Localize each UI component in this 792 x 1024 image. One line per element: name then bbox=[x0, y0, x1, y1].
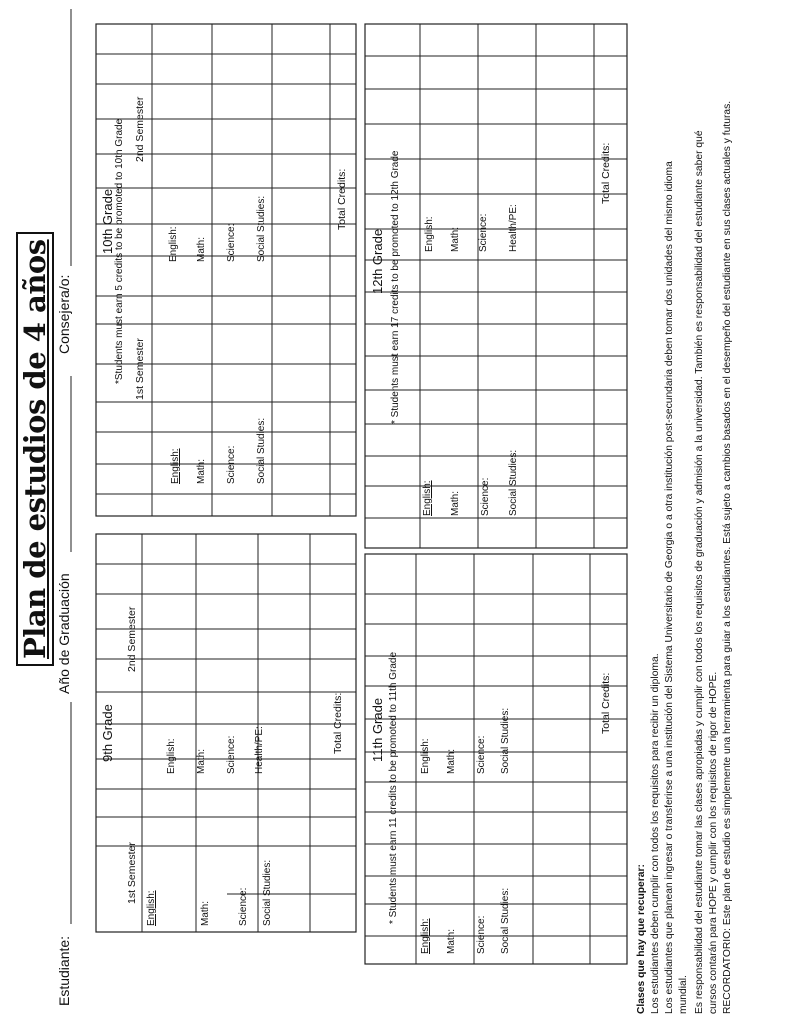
grade-12-social-1: Social Studies: bbox=[508, 449, 519, 516]
grade-9-second-semester: 2nd Semester bbox=[126, 606, 138, 672]
grade-10-science-1: Science: bbox=[226, 445, 237, 484]
grade-9-total-credits: Total Credits: bbox=[332, 692, 344, 754]
grade-9-title: 9th Grade bbox=[100, 704, 115, 762]
grade-10-note: *Students must earn 5 credits to be promoted to 10th Grade bbox=[114, 118, 125, 384]
grade-9-math-2: Math: bbox=[196, 748, 207, 774]
grade-10-social-1: Social Studies: bbox=[256, 417, 267, 484]
grade-12-title: 12th Grade bbox=[370, 228, 385, 294]
grade-10-second-semester: 2nd Semester bbox=[134, 96, 146, 162]
grade-9-science-1: Science: bbox=[238, 887, 249, 926]
grade-9-english-2: English: bbox=[166, 738, 177, 774]
grade-10-title: 10th Grade bbox=[100, 188, 115, 254]
grade-12-english-2: English: bbox=[424, 216, 435, 252]
grade-11-social-1: Social Studies: bbox=[500, 887, 511, 954]
grade-9-english-1: English: bbox=[146, 890, 157, 926]
grade-12-box bbox=[365, 24, 627, 548]
footer-line-1: Los estudiantes deben cumplir con todos los requisitos para recibir un diploma. bbox=[650, 653, 661, 1014]
grade-11-math-1: Math: bbox=[446, 928, 457, 954]
grade-12-science-1: Science: bbox=[480, 477, 491, 516]
grade-12-math-1: Math: bbox=[450, 490, 461, 516]
counselor-label: Consejera/o: bbox=[56, 274, 72, 354]
grade-10-math-1: Math: bbox=[196, 458, 207, 484]
grade-9-first-semester: 1st Semester bbox=[126, 842, 138, 904]
grade-11-social-2: Social Studies: bbox=[500, 707, 511, 774]
grade-9-social-1: Social Studies: bbox=[262, 859, 273, 926]
grade-11-box bbox=[365, 554, 627, 964]
grade-12-math-2: Math: bbox=[450, 226, 461, 252]
footer-line-2: Los estudiantes que planean ingresar o transferirse a una institución del Sistema Universitario de Georgia o a otra institución post-secundaria deben tomar dos unidades del mismo idioma bbox=[664, 161, 675, 1014]
grade-11-english-2: English: bbox=[420, 738, 431, 774]
grade-12-science-2: Science: bbox=[478, 213, 489, 252]
student-label: Estudiante: bbox=[56, 935, 72, 1006]
footer-line-6: RECORDATORIO: Este plan de estudio es simplemente una herramienta para guiar a los estudiantes. Está sujeto a cambios basados en el desempeño del estudiante en sus clases actuales y futuras. bbox=[722, 100, 733, 1014]
grade-11-title: 11th Grade bbox=[370, 697, 385, 762]
footer-heading: Clases que hay que recuperar: bbox=[636, 864, 647, 1014]
grade-10-science-2: Science: bbox=[226, 223, 237, 262]
grade-11-note: * Students must earn 11 credits to be promoted to 11th Grade bbox=[388, 651, 399, 924]
grade-10-social-2: Social Studies: bbox=[256, 195, 267, 262]
footer-line-3: mundial. bbox=[678, 975, 689, 1014]
grade-11-english-1: English: bbox=[420, 918, 431, 954]
grade-12-note: * Students must earn 17 credits to be promoted to 12th Grade bbox=[390, 150, 401, 424]
grade-10-total-credits: Total Credits: bbox=[336, 168, 348, 230]
footer-line-5: cursos contarán para HOPE y cumplir con los requisitos de rigor de HOPE. bbox=[708, 671, 719, 1014]
grade-11-math-2: Math: bbox=[446, 748, 457, 774]
grad-year-label: Año de Graduación bbox=[56, 573, 72, 694]
grade-10-english-2: English: bbox=[168, 226, 179, 262]
grade-12-health-2: Health/PE: bbox=[508, 204, 519, 252]
grade-11-science-2: Science: bbox=[476, 735, 487, 774]
grade-11-total-credits: Total Credits: bbox=[600, 672, 612, 734]
grade-10-math-2: Math: bbox=[196, 236, 207, 262]
grade-9-science-2: Science: bbox=[226, 735, 237, 774]
grade-10-first-semester: 1st Semester bbox=[134, 338, 146, 400]
grade-12-total-credits: Total Credits: bbox=[600, 142, 612, 204]
grade-9-math-1: Math: bbox=[200, 900, 211, 926]
grade-10-english-1: English: bbox=[170, 448, 181, 484]
grade-12-english-1: English: bbox=[422, 480, 433, 516]
footer-line-4: Es responsabilidad del estudiante tomar las clases apropiadas y cumplir con todos los requisitos de graduación y admisión a la universidad. También es responsabilidad del estudiante saber qué bbox=[694, 130, 705, 1014]
grade-11-science-1: Science: bbox=[476, 915, 487, 954]
page-title: Plan de estudios de 4 años bbox=[16, 232, 54, 666]
grade-9-health-2: Health/PE: bbox=[254, 726, 265, 774]
